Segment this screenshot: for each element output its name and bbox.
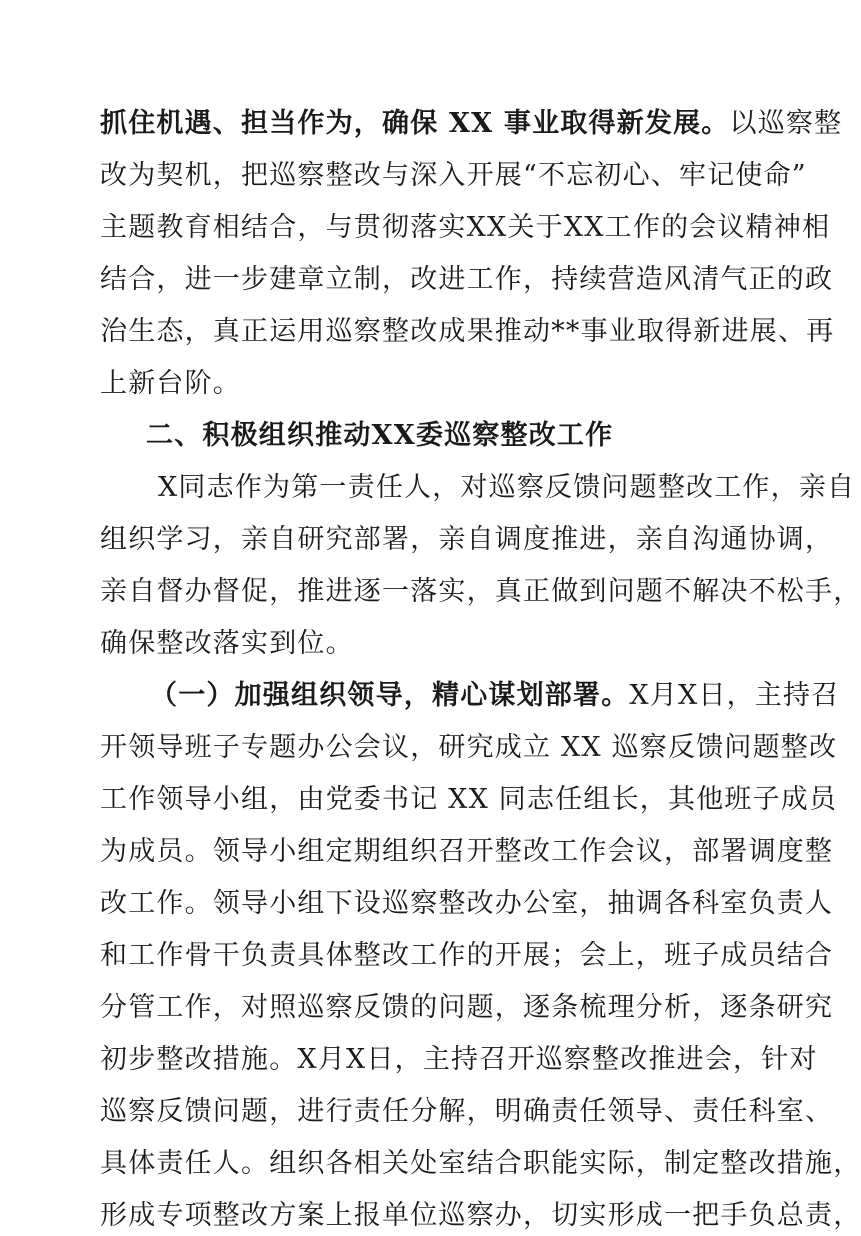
paragraph-line	[100, 520, 833, 560]
bold-run: 抓住机遇、担当作为，确保 XX 事业取得新发展。	[100, 108, 730, 139]
text-run: 亲自督办督促，推进逐一落实，真正做到问题不解决不松手，	[100, 576, 861, 607]
paragraph-line	[100, 624, 354, 664]
paragraph-line	[100, 988, 833, 1028]
heading-text: 二、积极组织推动XX委巡察整改工作	[146, 420, 614, 451]
paragraph-line	[100, 572, 861, 612]
paragraph-line	[100, 104, 842, 144]
text-run: 开领导班子专题办公会议，研究成立 XX 巡察反馈问题整改	[100, 732, 838, 763]
text-run: 以巡察整	[729, 108, 843, 139]
text-run: 为成员。领导小组定期组织召开整改工作会议，部署调度整	[100, 836, 834, 867]
text-run: 结合，进一步建章立制，改进工作，持续营造风清气正的政	[100, 264, 834, 295]
text-run: 工作领导小组，由党委书记 XX 同志任组长，其他班子成员	[100, 784, 838, 815]
paragraph-line	[150, 676, 839, 716]
text-run: 确保整改落实到位。	[100, 628, 354, 659]
text-run: 初步整改措施。X月X日，主持召开巡察整改推进会，针对	[100, 1044, 818, 1075]
paragraph-line	[100, 156, 807, 196]
paragraph-line	[100, 208, 830, 248]
text-run: 治生态，真正运用巡察整改成果推动**事业取得新进展、再	[100, 316, 835, 347]
paragraph-line	[100, 312, 834, 352]
text-run: 和工作骨干负责具体整改工作的开展；会上，班子成员结合	[100, 940, 834, 971]
paragraph-line	[100, 936, 833, 976]
text-run: 具体责任人。组织各相关处室结合职能实际，制定整改措施，	[100, 1148, 861, 1179]
section-heading	[146, 416, 613, 456]
text-run: X月X日，主持召	[629, 680, 840, 711]
paragraph-line	[100, 884, 833, 924]
bold-run: （一）加强组织领导，精心谋划部署。	[150, 680, 630, 711]
paragraph-line	[100, 364, 241, 404]
text-run: 改为契机，把巡察整改与深入开展“不忘初心、牢记使命”	[100, 160, 807, 191]
text-run: X同志作为第一责任人，对巡察反馈问题整改工作，亲自	[158, 472, 856, 503]
text-run: 分管工作，对照巡察反馈的问题，逐条梳理分析，逐条研究	[100, 992, 834, 1023]
paragraph-line	[100, 728, 837, 768]
text-run: 上新台阶。	[100, 368, 241, 399]
text-run: 改工作。领导小组下设巡察整改办公室，抽调各科室负责人	[100, 888, 834, 919]
paragraph-line	[100, 1196, 861, 1236]
paragraph-line	[100, 780, 837, 820]
text-run: 组织学习，亲自研究部署，亲自调度推进，亲自沟通协调，	[100, 524, 834, 555]
text-run: 巡察反馈问题，进行责任分解，明确责任领导、责任科室、	[100, 1096, 834, 1127]
paragraph-line	[100, 1092, 833, 1132]
text-run: 主题教育相结合，与贯彻落实XX关于XX工作的会议精神相	[100, 212, 831, 243]
paragraph-line	[100, 260, 833, 300]
paragraph-line	[158, 468, 855, 508]
paragraph-line	[100, 1040, 818, 1080]
text-run: 形成专项整改方案上报单位巡察办，切实形成一把手负总责，	[100, 1200, 861, 1231]
paragraph-line	[100, 1144, 861, 1184]
paragraph-line	[100, 832, 833, 872]
